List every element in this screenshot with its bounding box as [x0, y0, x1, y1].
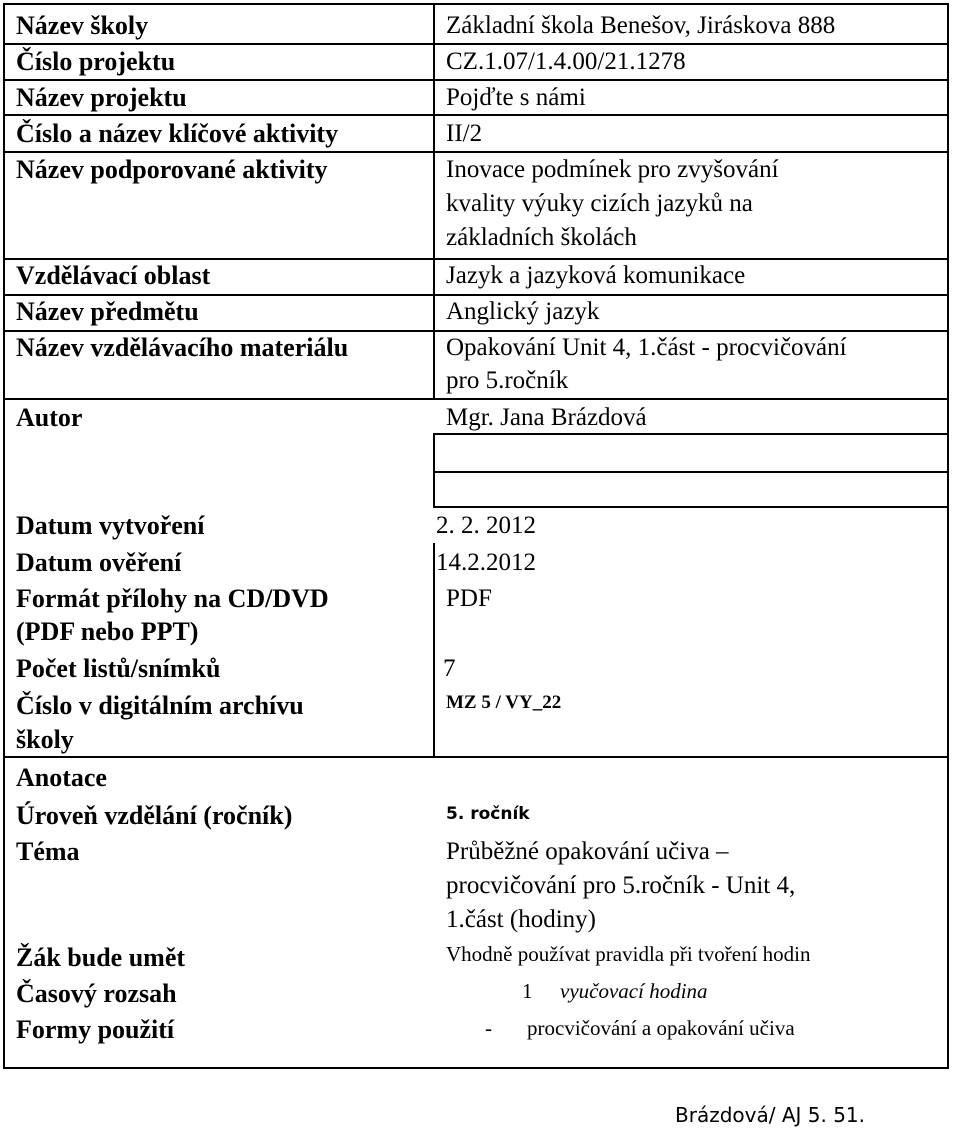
- value-material-name-line1: Opakování Unit 4, 1.část - procvičování: [446, 334, 847, 361]
- label-author: Autor: [16, 403, 83, 432]
- value-author: Mgr. Jana Brázdová: [446, 404, 647, 431]
- label-archive-number: Číslo v digitálním archívu: [16, 691, 304, 720]
- column-divider: [433, 3, 435, 398]
- footer-reference: Brázdová/ AJ 5. 51.: [675, 1103, 865, 1127]
- label-annotation: Anotace: [16, 763, 107, 792]
- value-supported-activity-line2: kvality výuky cizích jazyků na: [446, 190, 753, 217]
- label-education-level: Úroveň vzdělání (ročník): [16, 801, 293, 830]
- value-time-range-text: vyučovací hodina: [560, 979, 708, 1003]
- row-divider: [433, 506, 949, 508]
- value-supported-activity-line3: základních školách: [446, 224, 637, 251]
- value-school-name: Základní škola Benešov, Jiráskova 888: [446, 12, 836, 39]
- row-divider: [433, 471, 949, 473]
- value-sheet-count: 7: [443, 655, 456, 682]
- value-education-level: 5. ročník: [446, 804, 530, 824]
- label-project-number: Číslo projektu: [16, 47, 176, 76]
- label-time-range: Časový rozsah: [16, 979, 177, 1008]
- label-subject: Název předmětu: [16, 297, 199, 326]
- row-divider: [3, 398, 949, 400]
- column-divider: [433, 543, 435, 756]
- value-verified-date: 14.2.2012: [436, 549, 536, 576]
- row-divider: [3, 756, 949, 758]
- label-verified-date: Datum ověření: [16, 548, 182, 577]
- value-time-range-number: 1: [522, 979, 533, 1003]
- value-project-number: CZ.1.07/1.4.00/21.1278: [446, 48, 686, 75]
- label-created-date: Datum vytvoření: [16, 511, 205, 540]
- label-student-skills: Žák bude umět: [16, 943, 186, 972]
- label-school-name: Název školy: [16, 11, 149, 40]
- value-archive-number: MZ 5 / VY_22: [446, 692, 562, 713]
- value-subject: Anglický jazyk: [446, 298, 600, 325]
- value-forms-dash: -: [485, 1016, 492, 1040]
- value-topic-line1: Průběžné opakování učiva –: [446, 838, 729, 865]
- label-forms-of-use: Formy použití: [16, 1015, 175, 1044]
- value-student-skills: Vhodně používat pravidla při tvoření hodin: [446, 942, 811, 966]
- value-material-name-line2: pro 5.ročník: [446, 367, 569, 394]
- label-attachment-format: Formát přílohy na CD/DVD: [16, 584, 329, 613]
- value-forms-of-use: procvičování a opakování učiva: [527, 1016, 795, 1040]
- label-project-name: Název projektu: [16, 83, 187, 112]
- column-divider: [433, 433, 435, 506]
- label-attachment-format-note: (PDF nebo PPT): [16, 617, 199, 646]
- label-education-area: Vzdělávací oblast: [16, 261, 211, 290]
- label-supported-activity: Název podporované aktivity: [16, 155, 328, 184]
- label-topic: Téma: [16, 837, 80, 866]
- label-archive-number-cont: školy: [16, 725, 74, 754]
- label-key-activity: Číslo a název klíčové aktivity: [16, 119, 339, 148]
- value-project-name: Pojďte s námi: [446, 84, 586, 111]
- value-topic-line2: procvičování pro 5.ročník - Unit 4,: [446, 872, 796, 899]
- value-topic-line3: 1.část (hodiny): [446, 906, 596, 933]
- value-education-area: Jazyk a jazyková komunikace: [446, 262, 746, 289]
- value-supported-activity-line1: Inovace podmínek pro zvyšování: [446, 156, 779, 183]
- label-sheet-count: Počet listů/snímků: [16, 654, 221, 683]
- label-material-name: Název vzdělávacího materiálu: [16, 333, 349, 362]
- value-key-activity: II/2: [446, 120, 483, 147]
- value-created-date: 2. 2. 2012: [436, 512, 536, 539]
- value-attachment-format: PDF: [446, 585, 492, 612]
